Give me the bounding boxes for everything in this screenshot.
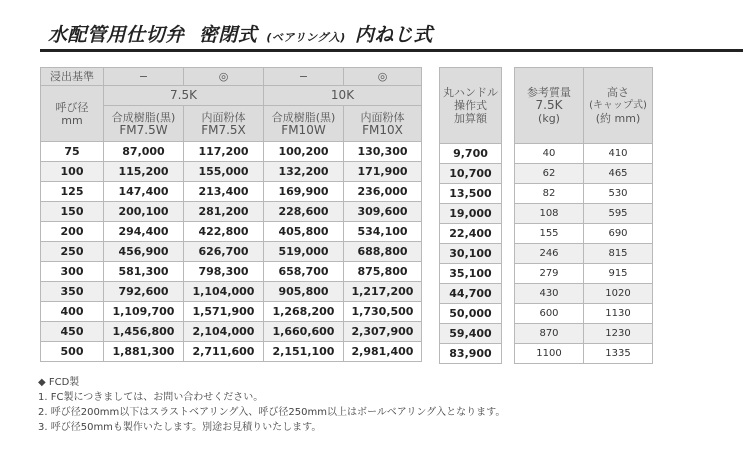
price-row	[41, 342, 422, 362]
handle-addon-cell: 22,400	[440, 224, 502, 244]
header-fm10x-a: 内面粉体	[360, 110, 405, 124]
handle-table	[439, 67, 502, 364]
price-row	[41, 242, 422, 262]
height-cell: 465	[584, 164, 653, 184]
price-fm10x-cell: 1,217,200	[344, 282, 422, 302]
price-fm10x-cell: 688,800	[344, 242, 422, 262]
price-fm7-5w-cell: 1,456,800	[104, 322, 184, 342]
price-fm10w-cell: 100,200	[264, 142, 344, 162]
handle-addon-cell: 44,700	[440, 284, 502, 304]
header-fm7-5w	[104, 106, 184, 142]
header-fm7-5w-b: FM7.5W	[119, 122, 168, 137]
price-fm10w-cell: 169,900	[264, 182, 344, 202]
header-fm7-5x	[184, 106, 264, 142]
nominal-size-cell: 400	[41, 302, 104, 322]
spec-row	[515, 204, 653, 224]
height-cell: 1230	[584, 324, 653, 344]
spec-row	[515, 344, 653, 364]
handle-addon-cell: 30,100	[440, 244, 502, 264]
price-fm7-5w-cell: 147,400	[104, 182, 184, 202]
header-fm10x-b: FM10X	[362, 122, 403, 137]
header-dash-2: −	[264, 68, 344, 86]
handle-row	[440, 184, 502, 204]
spec-row	[515, 244, 653, 264]
handle-row	[440, 264, 502, 284]
handle-row	[440, 164, 502, 184]
price-fm10x-cell: 236,000	[344, 182, 422, 202]
note-3: 3. 呼び径50mmも製作いたします。別途お見積りいたします。	[38, 422, 322, 433]
price-fm7-5x-cell: 422,800	[184, 222, 264, 242]
nominal-size-cell: 100	[41, 162, 104, 182]
title-rule	[40, 49, 743, 52]
price-fm7-5w-cell: 200,100	[104, 202, 184, 222]
nominal-size-cell: 450	[41, 322, 104, 342]
price-fm10x-cell: 875,800	[344, 262, 422, 282]
spec-row	[515, 164, 653, 184]
height-cell: 1020	[584, 284, 653, 304]
handle-row	[440, 244, 502, 264]
price-row	[41, 282, 422, 302]
handle-header-2: 操作式	[454, 99, 487, 112]
price-fm7-5x-cell: 626,700	[184, 242, 264, 262]
price-row	[41, 142, 422, 162]
header-nominal-unit: mm	[61, 113, 83, 127]
spec-row	[515, 264, 653, 284]
weight-header-2: 7.5K	[535, 98, 563, 112]
price-fm10x-cell: 1,730,500	[344, 302, 422, 322]
price-fm7-5w-cell: 581,300	[104, 262, 184, 282]
height-cell: 410	[584, 144, 653, 164]
height-header	[584, 68, 653, 144]
price-fm7-5w-cell: 792,600	[104, 282, 184, 302]
price-fm10w-cell: 658,700	[264, 262, 344, 282]
title-main-3: 内ねじ式	[354, 24, 433, 46]
price-fm10w-cell: 519,000	[264, 242, 344, 262]
notes	[38, 375, 505, 435]
nominal-size-cell: 75	[41, 142, 104, 162]
price-fm7-5w-cell: 294,400	[104, 222, 184, 242]
price-fm7-5x-cell: 2,104,000	[184, 322, 264, 342]
height-cell: 1335	[584, 344, 653, 364]
height-cell: 1130	[584, 304, 653, 324]
nominal-size-cell: 125	[41, 182, 104, 202]
price-row	[41, 162, 422, 182]
weight-cell: 246	[515, 244, 584, 264]
weight-cell: 82	[515, 184, 584, 204]
nominal-size-cell: 350	[41, 282, 104, 302]
note-fcd: ◆ FCD製	[38, 377, 80, 388]
height-cell: 530	[584, 184, 653, 204]
price-row	[41, 302, 422, 322]
header-fm7-5x-a: 内面粉体	[201, 110, 246, 124]
weight-cell: 62	[515, 164, 584, 184]
price-fm7-5w-cell: 87,000	[104, 142, 184, 162]
header-immersion: 浸出基準	[41, 68, 104, 86]
weight-cell: 600	[515, 304, 584, 324]
spec-row	[515, 144, 653, 164]
price-row	[41, 182, 422, 202]
height-cell: 815	[584, 244, 653, 264]
price-fm10w-cell: 132,200	[264, 162, 344, 182]
handle-header-3: 加算額	[454, 112, 487, 125]
header-circle-1: ◎	[184, 68, 264, 86]
price-fm10x-cell: 534,100	[344, 222, 422, 242]
weight-cell: 430	[515, 284, 584, 304]
header-nominal-label: 呼び径	[55, 100, 89, 114]
weight-header-1: 参考質量	[527, 86, 571, 99]
weight-cell: 279	[515, 264, 584, 284]
spec-table	[514, 67, 653, 364]
handle-addon-cell: 59,400	[440, 324, 502, 344]
title-main-2: 密閉式	[198, 24, 258, 46]
price-fm10w-cell: 1,660,600	[264, 322, 344, 342]
price-fm7-5x-cell: 281,200	[184, 202, 264, 222]
height-header-1: 高さ	[607, 86, 629, 99]
price-fm7-5x-cell: 213,400	[184, 182, 264, 202]
price-row	[41, 322, 422, 342]
price-row	[41, 262, 422, 282]
weight-cell: 1100	[515, 344, 584, 364]
price-fm7-5w-cell: 456,900	[104, 242, 184, 262]
height-cell: 690	[584, 224, 653, 244]
note-1: 1. FC製につきましては、お問い合わせください。	[38, 392, 264, 403]
price-fm10w-cell: 1,268,200	[264, 302, 344, 322]
header-circle-2: ◎	[344, 68, 422, 86]
height-header-2: (キャップ式)	[589, 100, 647, 111]
price-fm7-5w-cell: 1,109,700	[104, 302, 184, 322]
nominal-size-cell: 150	[41, 202, 104, 222]
handle-row	[440, 344, 502, 364]
price-fm7-5x-cell: 798,300	[184, 262, 264, 282]
weight-cell: 40	[515, 144, 584, 164]
header-fm7-5w-a: 合成樹脂(黒)	[111, 110, 176, 124]
header-10k: 10K	[264, 86, 422, 106]
spec-row	[515, 324, 653, 344]
weight-header-3: (kg)	[538, 112, 560, 125]
price-fm10x-cell: 130,300	[344, 142, 422, 162]
handle-header	[440, 68, 502, 144]
handle-addon-cell: 13,500	[440, 184, 502, 204]
price-fm7-5x-cell: 117,200	[184, 142, 264, 162]
spec-row	[515, 224, 653, 244]
price-table	[40, 67, 422, 362]
header-nominal	[41, 86, 104, 142]
price-fm7-5x-cell: 155,000	[184, 162, 264, 182]
handle-row	[440, 144, 502, 164]
price-fm10w-cell: 228,600	[264, 202, 344, 222]
price-fm7-5x-cell: 1,104,000	[184, 282, 264, 302]
handle-addon-cell: 35,100	[440, 264, 502, 284]
handle-row	[440, 324, 502, 344]
price-row	[41, 222, 422, 242]
price-fm10w-cell: 405,800	[264, 222, 344, 242]
weight-cell: 108	[515, 204, 584, 224]
spec-row	[515, 184, 653, 204]
handle-addon-cell: 9,700	[440, 144, 502, 164]
title-main-1: 水配管用仕切弁	[48, 24, 185, 46]
page-title	[48, 20, 433, 47]
nominal-size-cell: 250	[41, 242, 104, 262]
header-fm10x	[344, 106, 422, 142]
price-fm10x-cell: 171,900	[344, 162, 422, 182]
price-fm7-5w-cell: 115,200	[104, 162, 184, 182]
header-fm10w-a: 合成樹脂(黒)	[271, 110, 336, 124]
weight-cell: 155	[515, 224, 584, 244]
handle-addon-cell: 19,000	[440, 204, 502, 224]
weight-cell: 870	[515, 324, 584, 344]
price-fm7-5w-cell: 1,881,300	[104, 342, 184, 362]
handle-row	[440, 304, 502, 324]
nominal-size-cell: 200	[41, 222, 104, 242]
header-fm10w-b: FM10W	[281, 122, 326, 137]
handle-addon-cell: 10,700	[440, 164, 502, 184]
weight-header	[515, 68, 584, 144]
price-fm10w-cell: 905,800	[264, 282, 344, 302]
spec-row	[515, 284, 653, 304]
header-fm10w	[264, 106, 344, 142]
note-2: 2. 呼び径200mm以下はスラストベアリング入、呼び径250mm以上はボールベアリング入となります。	[38, 407, 506, 418]
height-cell: 595	[584, 204, 653, 224]
height-header-3: (約 mm)	[595, 112, 641, 125]
handle-row	[440, 284, 502, 304]
handle-addon-cell: 50,000	[440, 304, 502, 324]
title-small: (ベアリング入)	[266, 31, 346, 44]
price-fm7-5x-cell: 2,711,600	[184, 342, 264, 362]
nominal-size-cell: 300	[41, 262, 104, 282]
header-fm7-5x-b: FM7.5X	[201, 122, 246, 137]
height-cell: 915	[584, 264, 653, 284]
price-fm10x-cell: 2,307,900	[344, 322, 422, 342]
price-row	[41, 202, 422, 222]
price-fm10x-cell: 309,600	[344, 202, 422, 222]
handle-row	[440, 204, 502, 224]
spec-row	[515, 304, 653, 324]
handle-addon-cell: 83,900	[440, 344, 502, 364]
handle-header-1: 丸ハンドル	[443, 86, 498, 99]
price-fm10x-cell: 2,981,400	[344, 342, 422, 362]
header-dash-1: −	[104, 68, 184, 86]
price-fm7-5x-cell: 1,571,900	[184, 302, 264, 322]
price-fm10w-cell: 2,151,100	[264, 342, 344, 362]
nominal-size-cell: 500	[41, 342, 104, 362]
header-7-5k: 7.5K	[104, 86, 264, 106]
handle-row	[440, 224, 502, 244]
